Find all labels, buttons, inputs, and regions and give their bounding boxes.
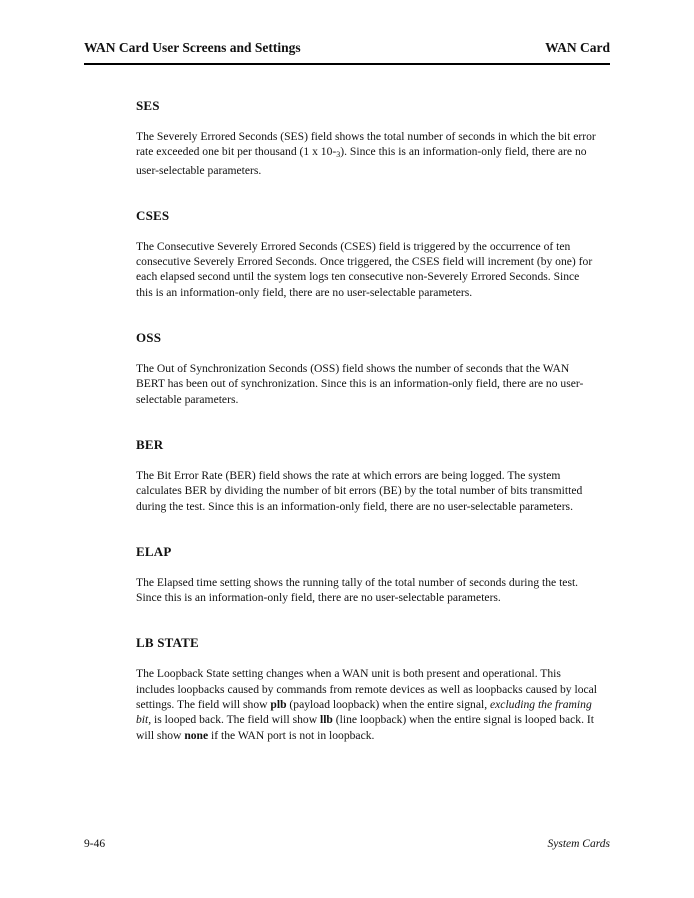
section-body: The Elapsed time setting shows the running tally of the total number of seconds during the test. Since this is an information-only field, there are no user-selectable parameters. bbox=[136, 575, 579, 605]
header-rule bbox=[84, 63, 610, 65]
footer-doc-title: System Cards bbox=[547, 838, 610, 850]
text-segment: The Loopback State setting changes when a WAN unit is both present and operational. This includes loopbacks caused by commands from remote devices as well as loopbacks caused by local settings. The field will show bbox=[136, 667, 598, 712]
section-body bbox=[136, 666, 598, 742]
text-segment: if the WAN port is not in loopback. bbox=[208, 728, 375, 742]
section-body: The Bit Error Rate (BER) field shows the rate at which errors are being logged. The system calculates BER by dividing the number of bit errors (BE) by the total number of bits transmitted during the test. Since this is an information-only field, there are no user-selectable parameters. bbox=[136, 468, 583, 513]
bold-term-none: none bbox=[184, 728, 209, 742]
header-right-title: WAN Card bbox=[545, 40, 610, 55]
page-footer bbox=[84, 838, 610, 850]
italic-phrase: excluding the framing bit, bbox=[136, 698, 592, 727]
subscript-text: 3 bbox=[336, 150, 341, 160]
section-body bbox=[136, 129, 598, 178]
section-heading: OSS bbox=[136, 330, 162, 346]
section-lb-state bbox=[136, 635, 598, 742]
page-header bbox=[84, 40, 610, 65]
header-left-title: WAN Card User Screens and Settings bbox=[84, 40, 301, 55]
section-body: The Out of Synchronization Seconds (OSS) field shows the number of seconds that the WAN BERT has been out of synchronization. Since this is an information-only field, there are no user-selectable parameters. bbox=[136, 362, 584, 406]
page-content bbox=[136, 86, 598, 743]
section-heading: LB STATE bbox=[136, 635, 199, 651]
section-body: The Consecutive Severely Errored Seconds (CSES) field is triggered by the occurrence of ten consecutive Severely Errored Seconds. Once triggered, the CSES field will increment (by one) for each elapsed second until the system logs ten consecutive non-Severely Errored Seconds. Since this is an information-only field, there are no user-selectable parameters. bbox=[136, 239, 593, 299]
text-segment: is looped back. The field will show bbox=[151, 713, 320, 727]
section-oss bbox=[136, 330, 598, 407]
page-number: 9-46 bbox=[84, 838, 106, 850]
text-segment: (payload loopback) when the entire signal, bbox=[286, 698, 490, 712]
section-ses bbox=[136, 98, 598, 178]
section-cses bbox=[136, 208, 598, 300]
bold-term-llb: llb bbox=[319, 713, 333, 727]
section-heading: BER bbox=[136, 436, 164, 452]
text-segment: ). Since this is an information-only field, there are no user-selectable parameters. bbox=[136, 145, 587, 177]
section-elap bbox=[136, 544, 598, 606]
section-heading: CSES bbox=[136, 207, 170, 223]
section-heading: SES bbox=[136, 98, 160, 113]
bold-term-plb: plb bbox=[270, 698, 287, 712]
section-heading: ELAP bbox=[136, 543, 172, 559]
header-row bbox=[84, 40, 610, 56]
text-segment: The Severely Errored Seconds (SES) field shows the total number of seconds in which the bit error rate exceeded one bit per thousand (1 x 10- bbox=[136, 130, 596, 159]
section-ber bbox=[136, 437, 598, 514]
text-segment: (line loopback) when the entire signal is looped back. It will show bbox=[136, 713, 594, 742]
